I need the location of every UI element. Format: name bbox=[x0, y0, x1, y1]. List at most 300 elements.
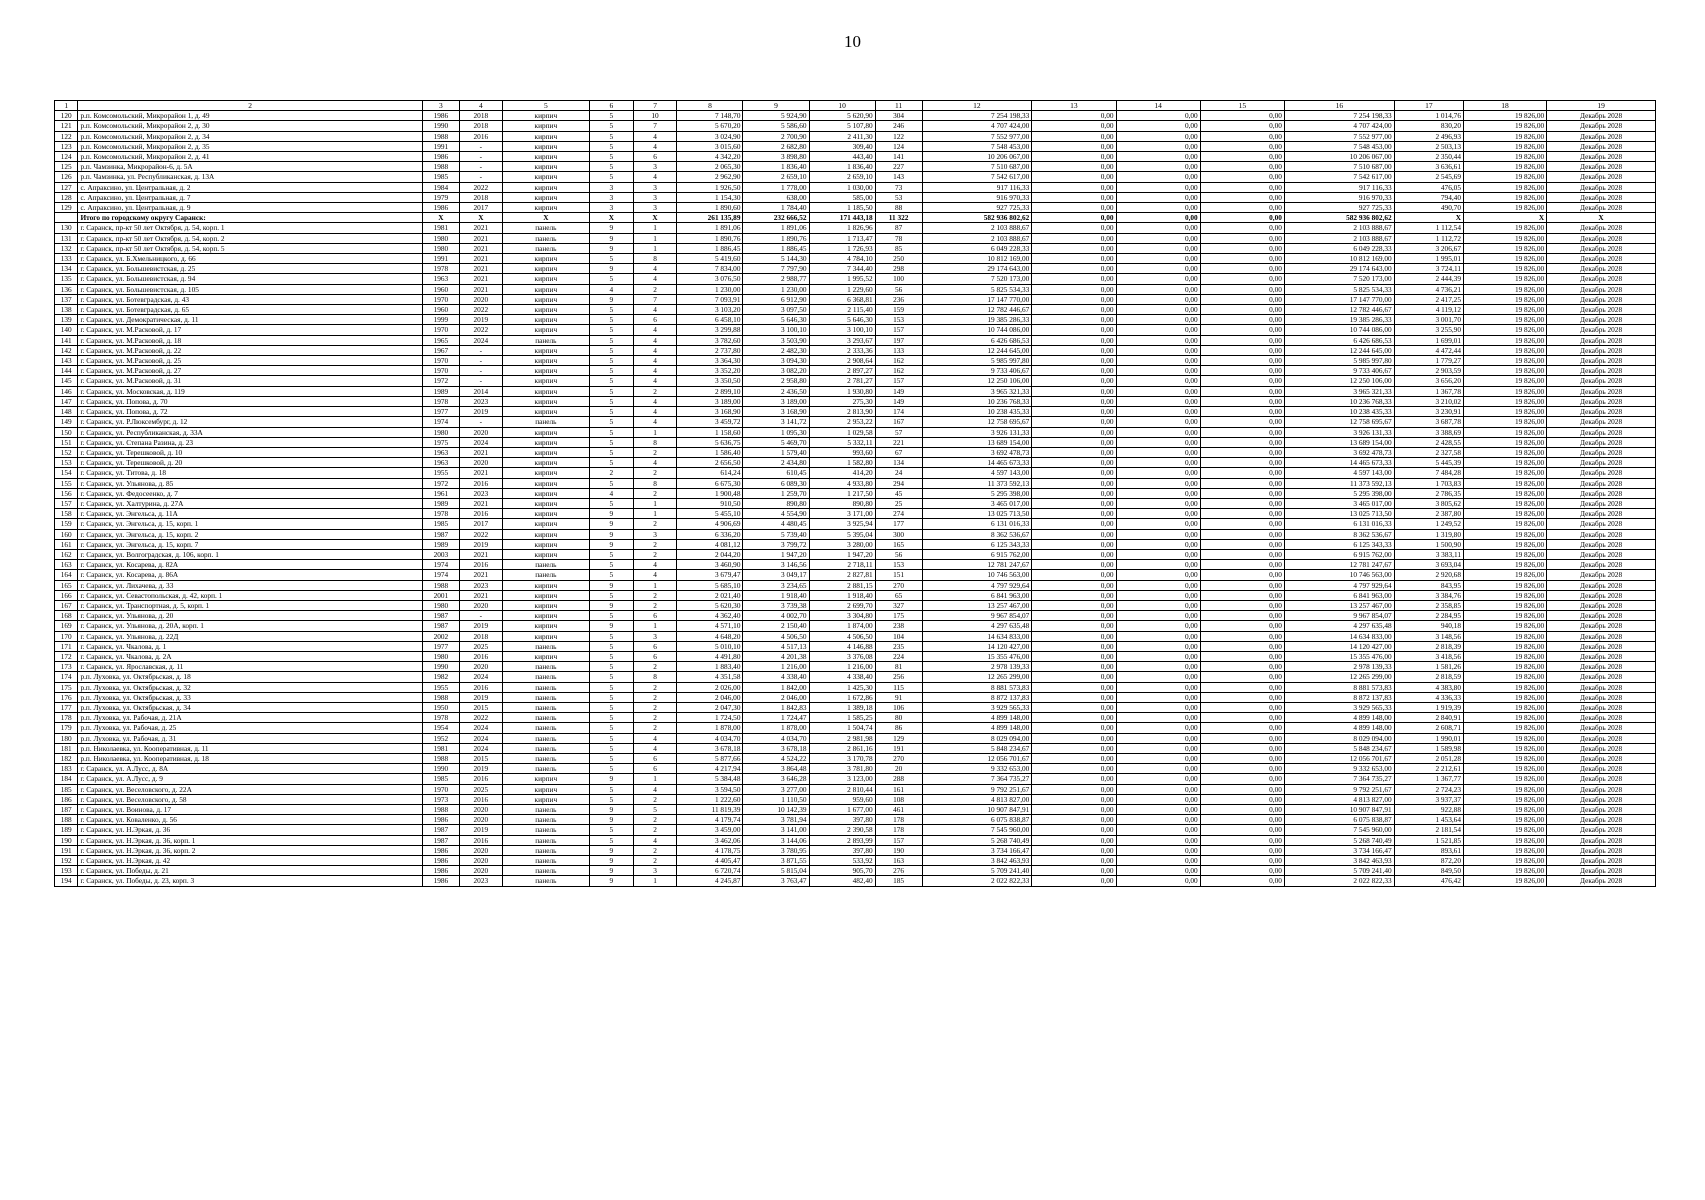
table-cell: 0,00 bbox=[1200, 529, 1284, 539]
table-cell: 87 bbox=[875, 223, 922, 233]
table-cell: 6 458,10 bbox=[677, 315, 743, 325]
table-row bbox=[55, 182, 1656, 192]
table-cell: 2 bbox=[633, 519, 677, 529]
table-cell: 1954 bbox=[422, 723, 459, 733]
table-cell: Декабрь 2028 bbox=[1547, 366, 1656, 376]
table-cell: 137 bbox=[55, 294, 78, 304]
table-cell: 585,00 bbox=[809, 192, 875, 202]
table-cell: 7 552 977,00 bbox=[1284, 131, 1394, 141]
table-cell: 5 bbox=[590, 141, 634, 151]
table-cell: кирпич bbox=[502, 580, 589, 590]
table-cell: 1 bbox=[633, 621, 677, 631]
table-cell: панель bbox=[502, 243, 589, 253]
table-cell: 151 bbox=[55, 437, 78, 447]
table-cell: 1 995,01 bbox=[1394, 254, 1463, 264]
table-cell: 476,05 bbox=[1394, 182, 1463, 192]
table-cell: 6 912,90 bbox=[743, 294, 809, 304]
table-cell: 0,00 bbox=[1116, 152, 1200, 162]
table-cell: г. Саранск, ул. Победы, д. 23, корп. 3 bbox=[78, 876, 422, 886]
table-row bbox=[55, 203, 1656, 213]
table-cell: 9 792 251,67 bbox=[922, 784, 1032, 794]
table-row bbox=[55, 733, 1656, 743]
table-cell: 6 bbox=[633, 754, 677, 764]
table-cell: 5 646,30 bbox=[809, 315, 875, 325]
table-cell: 5 bbox=[590, 121, 634, 131]
table-cell: 1981 bbox=[422, 223, 459, 233]
table-row bbox=[55, 366, 1656, 376]
table-cell: 916 970,33 bbox=[1284, 192, 1394, 202]
table-cell: 3 965 321,33 bbox=[922, 386, 1032, 396]
table-cell: 300 bbox=[875, 529, 922, 539]
table-cell: 0,00 bbox=[1116, 325, 1200, 335]
table-cell: Декабрь 2028 bbox=[1547, 519, 1656, 529]
table-cell: 476,42 bbox=[1394, 876, 1463, 886]
table-cell: 8 362 536,67 bbox=[1284, 529, 1394, 539]
table-cell: 1 886,45 bbox=[743, 243, 809, 253]
table-cell: 5 636,75 bbox=[677, 437, 743, 447]
table-cell: 2 022 822,33 bbox=[1284, 876, 1394, 886]
table-cell: 133 bbox=[55, 254, 78, 264]
table-cell: 5 bbox=[590, 396, 634, 406]
table-cell: 0,00 bbox=[1032, 794, 1116, 804]
table-cell: Декабрь 2028 bbox=[1547, 203, 1656, 213]
table-cell: 170 bbox=[55, 631, 78, 641]
table-cell: 122 bbox=[875, 131, 922, 141]
table-cell: 5 bbox=[590, 335, 634, 345]
table-cell: 2016 bbox=[460, 509, 503, 519]
table-cell: 19 826,00 bbox=[1463, 631, 1546, 641]
table-row bbox=[55, 825, 1656, 835]
table-cell: кирпич bbox=[502, 519, 589, 529]
table-cell: 128 bbox=[55, 192, 78, 202]
table-cell: 1 bbox=[633, 427, 677, 437]
table-cell: 843,95 bbox=[1394, 580, 1463, 590]
table-cell: 5 709 241,40 bbox=[1284, 866, 1394, 876]
table-cell: 57 bbox=[875, 427, 922, 437]
table-cell: 12 781 247,67 bbox=[1284, 560, 1394, 570]
table-cell: 2 358,85 bbox=[1394, 600, 1463, 610]
table-cell: 7 548 453,00 bbox=[1284, 141, 1394, 151]
table-cell: 1 319,80 bbox=[1394, 529, 1463, 539]
table-cell: 14 465 673,33 bbox=[1284, 458, 1394, 468]
table-cell: 2 903,59 bbox=[1394, 366, 1463, 376]
table-cell: 0,00 bbox=[1116, 835, 1200, 845]
table-cell: 0,00 bbox=[1116, 662, 1200, 672]
table-cell: 582 936 802,62 bbox=[1284, 213, 1394, 223]
table-cell: 1 112,54 bbox=[1394, 223, 1463, 233]
table-cell: р.п. Чамзинка, Микрорайон-6, д. 5А bbox=[78, 162, 422, 172]
table-cell: 0,00 bbox=[1032, 509, 1116, 519]
table-cell: 19 826,00 bbox=[1463, 233, 1546, 243]
table-cell: 270 bbox=[875, 580, 922, 590]
table-cell: 19 826,00 bbox=[1463, 835, 1546, 845]
table-cell: 2003 bbox=[422, 549, 459, 559]
table-cell: кирпич bbox=[502, 509, 589, 519]
table-cell: г. Саранск, ул. Б.Хмельницкого, д. 66 bbox=[78, 254, 422, 264]
table-cell: 0,00 bbox=[1116, 651, 1200, 661]
table-cell: 227 bbox=[875, 162, 922, 172]
table-cell: 1950 bbox=[422, 702, 459, 712]
table-cell: 0,00 bbox=[1116, 682, 1200, 692]
table-cell: 4 bbox=[633, 366, 677, 376]
table-cell: кирпич bbox=[502, 284, 589, 294]
table-cell: 1986 bbox=[422, 856, 459, 866]
table-cell: 1 713,47 bbox=[809, 233, 875, 243]
table-cell: 19 826,00 bbox=[1463, 845, 1546, 855]
table-cell: 133 bbox=[875, 345, 922, 355]
table-cell: 162 bbox=[55, 549, 78, 559]
table-cell: г. Саранск, ул. Демократическая, д. 11 bbox=[78, 315, 422, 325]
table-cell: 0,00 bbox=[1032, 672, 1116, 682]
table-cell: 2022 bbox=[460, 305, 503, 315]
table-cell: 3 bbox=[633, 203, 677, 213]
table-cell: панель bbox=[502, 692, 589, 702]
table-cell: 1970 bbox=[422, 784, 459, 794]
table-cell: 7 254 198,33 bbox=[1284, 111, 1394, 121]
table-cell: 5 bbox=[590, 835, 634, 845]
table-cell: 0,00 bbox=[1116, 284, 1200, 294]
table-cell: 0,00 bbox=[1116, 162, 1200, 172]
table-cell: 3 459,00 bbox=[677, 825, 743, 835]
table-cell: 6 720,74 bbox=[677, 866, 743, 876]
table-cell: 1990 bbox=[422, 764, 459, 774]
table-cell: 0,00 bbox=[1116, 437, 1200, 447]
table-row bbox=[55, 856, 1656, 866]
table-cell: кирпич bbox=[502, 539, 589, 549]
page-number: 10 bbox=[844, 32, 861, 51]
table-cell: 4 297 635,48 bbox=[1284, 621, 1394, 631]
table-cell: 14 634 833,00 bbox=[922, 631, 1032, 641]
table-cell: - bbox=[460, 611, 503, 621]
table-row bbox=[55, 590, 1656, 600]
table-cell: 0,00 bbox=[1032, 264, 1116, 274]
table-cell: кирпич bbox=[502, 784, 589, 794]
table-row bbox=[55, 570, 1656, 580]
table-cell: 2024 bbox=[460, 672, 503, 682]
table-cell: 1980 bbox=[422, 600, 459, 610]
table-cell: 1 581,26 bbox=[1394, 662, 1463, 672]
table-cell: 19 826,00 bbox=[1463, 754, 1546, 764]
column-number-cell: 7 bbox=[633, 101, 677, 111]
table-cell: 10 236 768,33 bbox=[922, 396, 1032, 406]
table-cell: 5 bbox=[590, 152, 634, 162]
table-cell: 11 819,39 bbox=[677, 805, 743, 815]
table-cell: 0,00 bbox=[1032, 325, 1116, 335]
table-cell: р.п. Комсомольский, Микрорайон 2, д. 35 bbox=[78, 141, 422, 151]
table-cell: 126 bbox=[55, 172, 78, 182]
table-cell: 1961 bbox=[422, 488, 459, 498]
table-cell: 7 834,00 bbox=[677, 264, 743, 274]
table-cell: 174 bbox=[55, 672, 78, 682]
table-cell: 8 872 137,83 bbox=[1284, 692, 1394, 702]
table-cell: 165 bbox=[55, 580, 78, 590]
table-cell: 461 bbox=[875, 805, 922, 815]
table-row bbox=[55, 396, 1656, 406]
table-cell: 190 bbox=[875, 845, 922, 855]
table-cell: 4 bbox=[633, 835, 677, 845]
table-cell: 1 990,01 bbox=[1394, 733, 1463, 743]
table-cell: 2016 bbox=[460, 774, 503, 784]
table-cell: 3 bbox=[633, 192, 677, 202]
table-cell: 1987 bbox=[422, 835, 459, 845]
table-cell: Декабрь 2028 bbox=[1547, 345, 1656, 355]
table-cell: 2 988,77 bbox=[743, 274, 809, 284]
table-cell: 2 953,22 bbox=[809, 417, 875, 427]
table-cell: Декабрь 2028 bbox=[1547, 743, 1656, 753]
table-cell: 3 594,50 bbox=[677, 784, 743, 794]
table-cell: 188 bbox=[55, 815, 78, 825]
table-cell: кирпич bbox=[502, 131, 589, 141]
table-cell: 169 bbox=[55, 621, 78, 631]
table-cell: 141 bbox=[875, 152, 922, 162]
table-cell: кирпич bbox=[502, 600, 589, 610]
table-cell: 1988 bbox=[422, 131, 459, 141]
table-cell: 5 620,30 bbox=[677, 600, 743, 610]
table-cell: кирпич bbox=[502, 162, 589, 172]
table-cell: 19 826,00 bbox=[1463, 294, 1546, 304]
table-cell: 1 878,00 bbox=[743, 723, 809, 733]
table-cell: г. Саранск, ул. Ульянова, д. 22Д bbox=[78, 631, 422, 641]
table-cell: Декабрь 2028 bbox=[1547, 600, 1656, 610]
table-cell: 3 898,80 bbox=[743, 152, 809, 162]
table-cell: 2017 bbox=[460, 519, 503, 529]
table-cell: 327 bbox=[875, 600, 922, 610]
table-cell: 2019 bbox=[460, 407, 503, 417]
table-cell: 19 826,00 bbox=[1463, 447, 1546, 457]
table-cell: 1 778,00 bbox=[743, 182, 809, 192]
table-cell: 0,00 bbox=[1116, 213, 1200, 223]
table-cell: 2 bbox=[633, 815, 677, 825]
table-cell: 0,00 bbox=[1200, 203, 1284, 213]
table-cell: 4 405,47 bbox=[677, 856, 743, 866]
table-cell: 0,00 bbox=[1032, 692, 1116, 702]
table-cell: 138 bbox=[55, 305, 78, 315]
table-cell: 0,00 bbox=[1116, 407, 1200, 417]
table-cell: 1975 bbox=[422, 437, 459, 447]
table-cell: 0,00 bbox=[1200, 743, 1284, 753]
table-cell: 0,00 bbox=[1116, 805, 1200, 815]
table-cell: 1 453,64 bbox=[1394, 815, 1463, 825]
table-cell: 147 bbox=[55, 396, 78, 406]
table-cell: 5 455,10 bbox=[677, 509, 743, 519]
table-cell: 1974 bbox=[422, 417, 459, 427]
table-cell: 7 548 453,00 bbox=[922, 141, 1032, 151]
table-cell: 1 672,86 bbox=[809, 692, 875, 702]
table-cell: г. Саранск, ул. Р.Люксембург, д. 12 bbox=[78, 417, 422, 427]
table-cell: 2022 bbox=[460, 713, 503, 723]
table-row bbox=[55, 723, 1656, 733]
table-cell: 2019 bbox=[460, 539, 503, 549]
table-cell: панель bbox=[502, 570, 589, 580]
table-cell: 19 826,00 bbox=[1463, 121, 1546, 131]
table-cell: 4 081,12 bbox=[677, 539, 743, 549]
table-cell: 3 280,00 bbox=[809, 539, 875, 549]
table-cell: 0,00 bbox=[1032, 407, 1116, 417]
table-cell: р.п. Луховка, ул. Рабочая, д. 25 bbox=[78, 723, 422, 733]
table-cell: 2 047,30 bbox=[677, 702, 743, 712]
table-cell: Декабрь 2028 bbox=[1547, 417, 1656, 427]
column-number-cell: 8 bbox=[677, 101, 743, 111]
table-cell: 19 826,00 bbox=[1463, 407, 1546, 417]
table-cell: 1989 bbox=[422, 498, 459, 508]
table-cell: Декабрь 2028 bbox=[1547, 335, 1656, 345]
table-cell: 0,00 bbox=[1116, 182, 1200, 192]
table-cell: 19 826,00 bbox=[1463, 172, 1546, 182]
table-cell: панель bbox=[502, 233, 589, 243]
table-cell: 19 826,00 bbox=[1463, 335, 1546, 345]
table-cell: 4 bbox=[633, 274, 677, 284]
table-cell: 0,00 bbox=[1032, 478, 1116, 488]
table-cell: 5 739,40 bbox=[743, 529, 809, 539]
table-cell: 5 bbox=[590, 111, 634, 121]
table-cell: 129 bbox=[875, 733, 922, 743]
table-cell: 2 bbox=[633, 662, 677, 672]
table-cell: кирпич bbox=[502, 396, 589, 406]
table-cell: 6 bbox=[633, 611, 677, 621]
table-cell: Декабрь 2028 bbox=[1547, 223, 1656, 233]
table-cell: г. Саранск, ул. Волгоградская, д. 106, корп. 1 bbox=[78, 549, 422, 559]
table-cell: 0,00 bbox=[1032, 345, 1116, 355]
table-cell: 9 967 854,07 bbox=[922, 611, 1032, 621]
table-cell: Декабрь 2028 bbox=[1547, 805, 1656, 815]
table-cell: 19 826,00 bbox=[1463, 815, 1546, 825]
table-cell: 192 bbox=[55, 856, 78, 866]
table-row bbox=[55, 294, 1656, 304]
table-cell: 1 bbox=[633, 509, 677, 519]
table-cell: 0,00 bbox=[1200, 764, 1284, 774]
table-cell: 2 bbox=[633, 468, 677, 478]
table-cell: 2 bbox=[633, 386, 677, 396]
table-cell: 124 bbox=[55, 152, 78, 162]
column-number-cell: 17 bbox=[1394, 101, 1463, 111]
table-cell: 11 373 592,13 bbox=[1284, 478, 1394, 488]
table-cell: г. Саранск, ул. М.Расковой, д. 27 bbox=[78, 366, 422, 376]
table-cell: 19 826,00 bbox=[1463, 417, 1546, 427]
table-cell: кирпич bbox=[502, 631, 589, 641]
table-cell: 5 419,60 bbox=[677, 254, 743, 264]
table-cell: 7 344,40 bbox=[809, 264, 875, 274]
table-cell: Декабрь 2028 bbox=[1547, 376, 1656, 386]
table-cell: 3 082,20 bbox=[743, 366, 809, 376]
table-cell: 3 656,20 bbox=[1394, 376, 1463, 386]
table-cell: 0,00 bbox=[1032, 498, 1116, 508]
table-cell: 9 bbox=[590, 621, 634, 631]
table-row bbox=[55, 600, 1656, 610]
table-cell: 3 842 463,93 bbox=[1284, 856, 1394, 866]
table-cell: 24 bbox=[875, 468, 922, 478]
table-cell: 2014 bbox=[460, 386, 503, 396]
table-cell: 0,00 bbox=[1200, 672, 1284, 682]
table-cell: 0,00 bbox=[1200, 366, 1284, 376]
table-cell: кирпич bbox=[502, 407, 589, 417]
table-row bbox=[55, 284, 1656, 294]
table-cell: 0,00 bbox=[1032, 784, 1116, 794]
table-cell: 250 bbox=[875, 254, 922, 264]
table-cell: кирпич bbox=[502, 192, 589, 202]
table-cell: 1 947,20 bbox=[743, 549, 809, 559]
table-cell: 152 bbox=[55, 447, 78, 457]
table-cell: 3 929 565,33 bbox=[1284, 702, 1394, 712]
table-cell: Декабрь 2028 bbox=[1547, 274, 1656, 284]
table-cell: 19 826,00 bbox=[1463, 784, 1546, 794]
table-cell: 143 bbox=[875, 172, 922, 182]
table-cell: 1 589,98 bbox=[1394, 743, 1463, 753]
table-cell: 1974 bbox=[422, 570, 459, 580]
table-cell: 0,00 bbox=[1032, 366, 1116, 376]
table-cell: 1 500,90 bbox=[1394, 539, 1463, 549]
table-cell: Декабрь 2028 bbox=[1547, 825, 1656, 835]
table-cell: 2 608,71 bbox=[1394, 723, 1463, 733]
table-cell: 2 bbox=[633, 723, 677, 733]
table-cell: 1 842,83 bbox=[743, 702, 809, 712]
table-row bbox=[55, 305, 1656, 315]
table-cell: 3 146,56 bbox=[743, 560, 809, 570]
table-cell: г. Саранск, ул. Большевистская, д. 94 bbox=[78, 274, 422, 284]
table-cell: 2019 bbox=[460, 315, 503, 325]
table-cell: Декабрь 2028 bbox=[1547, 325, 1656, 335]
table-cell: с. Апраксино, ул. Центральная, д. 9 bbox=[78, 203, 422, 213]
table-cell: 2 284,95 bbox=[1394, 611, 1463, 621]
table-cell: 6 049 228,33 bbox=[922, 243, 1032, 253]
table-cell: 0,00 bbox=[1200, 335, 1284, 345]
table-cell: 2 103 888,67 bbox=[1284, 233, 1394, 243]
table-cell: 2021 bbox=[460, 498, 503, 508]
table-cell: 0,00 bbox=[1200, 549, 1284, 559]
table-cell: 0,00 bbox=[1200, 723, 1284, 733]
table-cell: 5 924,90 bbox=[743, 111, 809, 121]
table-cell: 19 826,00 bbox=[1463, 264, 1546, 274]
table-cell: 274 bbox=[875, 509, 922, 519]
table-cell: 19 826,00 bbox=[1463, 305, 1546, 315]
table-cell: 12 250 106,00 bbox=[922, 376, 1032, 386]
table-cell: 1963 bbox=[422, 274, 459, 284]
table-row bbox=[55, 713, 1656, 723]
table-cell: 0,00 bbox=[1200, 621, 1284, 631]
table-cell: 3 168,90 bbox=[743, 407, 809, 417]
table-cell: 4 736,21 bbox=[1394, 284, 1463, 294]
table-cell: 5 bbox=[590, 590, 634, 600]
table-cell: 1979 bbox=[422, 192, 459, 202]
table-cell: 7 364 735,27 bbox=[922, 774, 1032, 784]
table-cell: 2023 bbox=[460, 396, 503, 406]
table-cell: 0,00 bbox=[1116, 223, 1200, 233]
table-cell: 0,00 bbox=[1116, 141, 1200, 151]
table-cell: 922,88 bbox=[1394, 805, 1463, 815]
table-cell: - bbox=[460, 356, 503, 366]
table-cell: 4 bbox=[633, 356, 677, 366]
table-cell: 0,00 bbox=[1032, 600, 1116, 610]
table-cell: г. Саранск, ул. Титова, д. 18 bbox=[78, 468, 422, 478]
table-cell: 0,00 bbox=[1200, 478, 1284, 488]
table-cell: 8 bbox=[633, 478, 677, 488]
table-cell: 0,00 bbox=[1116, 203, 1200, 213]
table-cell: кирпич bbox=[502, 498, 589, 508]
table-cell: 3 bbox=[590, 192, 634, 202]
table-cell: 19 826,00 bbox=[1463, 866, 1546, 876]
table-cell: г. Саранск, ул. Московская, д. 119 bbox=[78, 386, 422, 396]
table-cell: 2 818,39 bbox=[1394, 641, 1463, 651]
table-cell: 0,00 bbox=[1200, 213, 1284, 223]
table-cell: Итого по городскому округу Саранск: bbox=[78, 213, 422, 223]
table-cell: 65 bbox=[875, 590, 922, 600]
table-cell: 3 bbox=[633, 866, 677, 876]
table-cell: 19 826,00 bbox=[1463, 774, 1546, 784]
table-cell: 12 244 645,00 bbox=[1284, 345, 1394, 355]
table-cell: 5 620,90 bbox=[809, 111, 875, 121]
table-cell: 0,00 bbox=[1116, 498, 1200, 508]
table-cell: г. Саранск, ул. Федосеенко, д. 7 bbox=[78, 488, 422, 498]
table-cell: 0,00 bbox=[1200, 774, 1284, 784]
